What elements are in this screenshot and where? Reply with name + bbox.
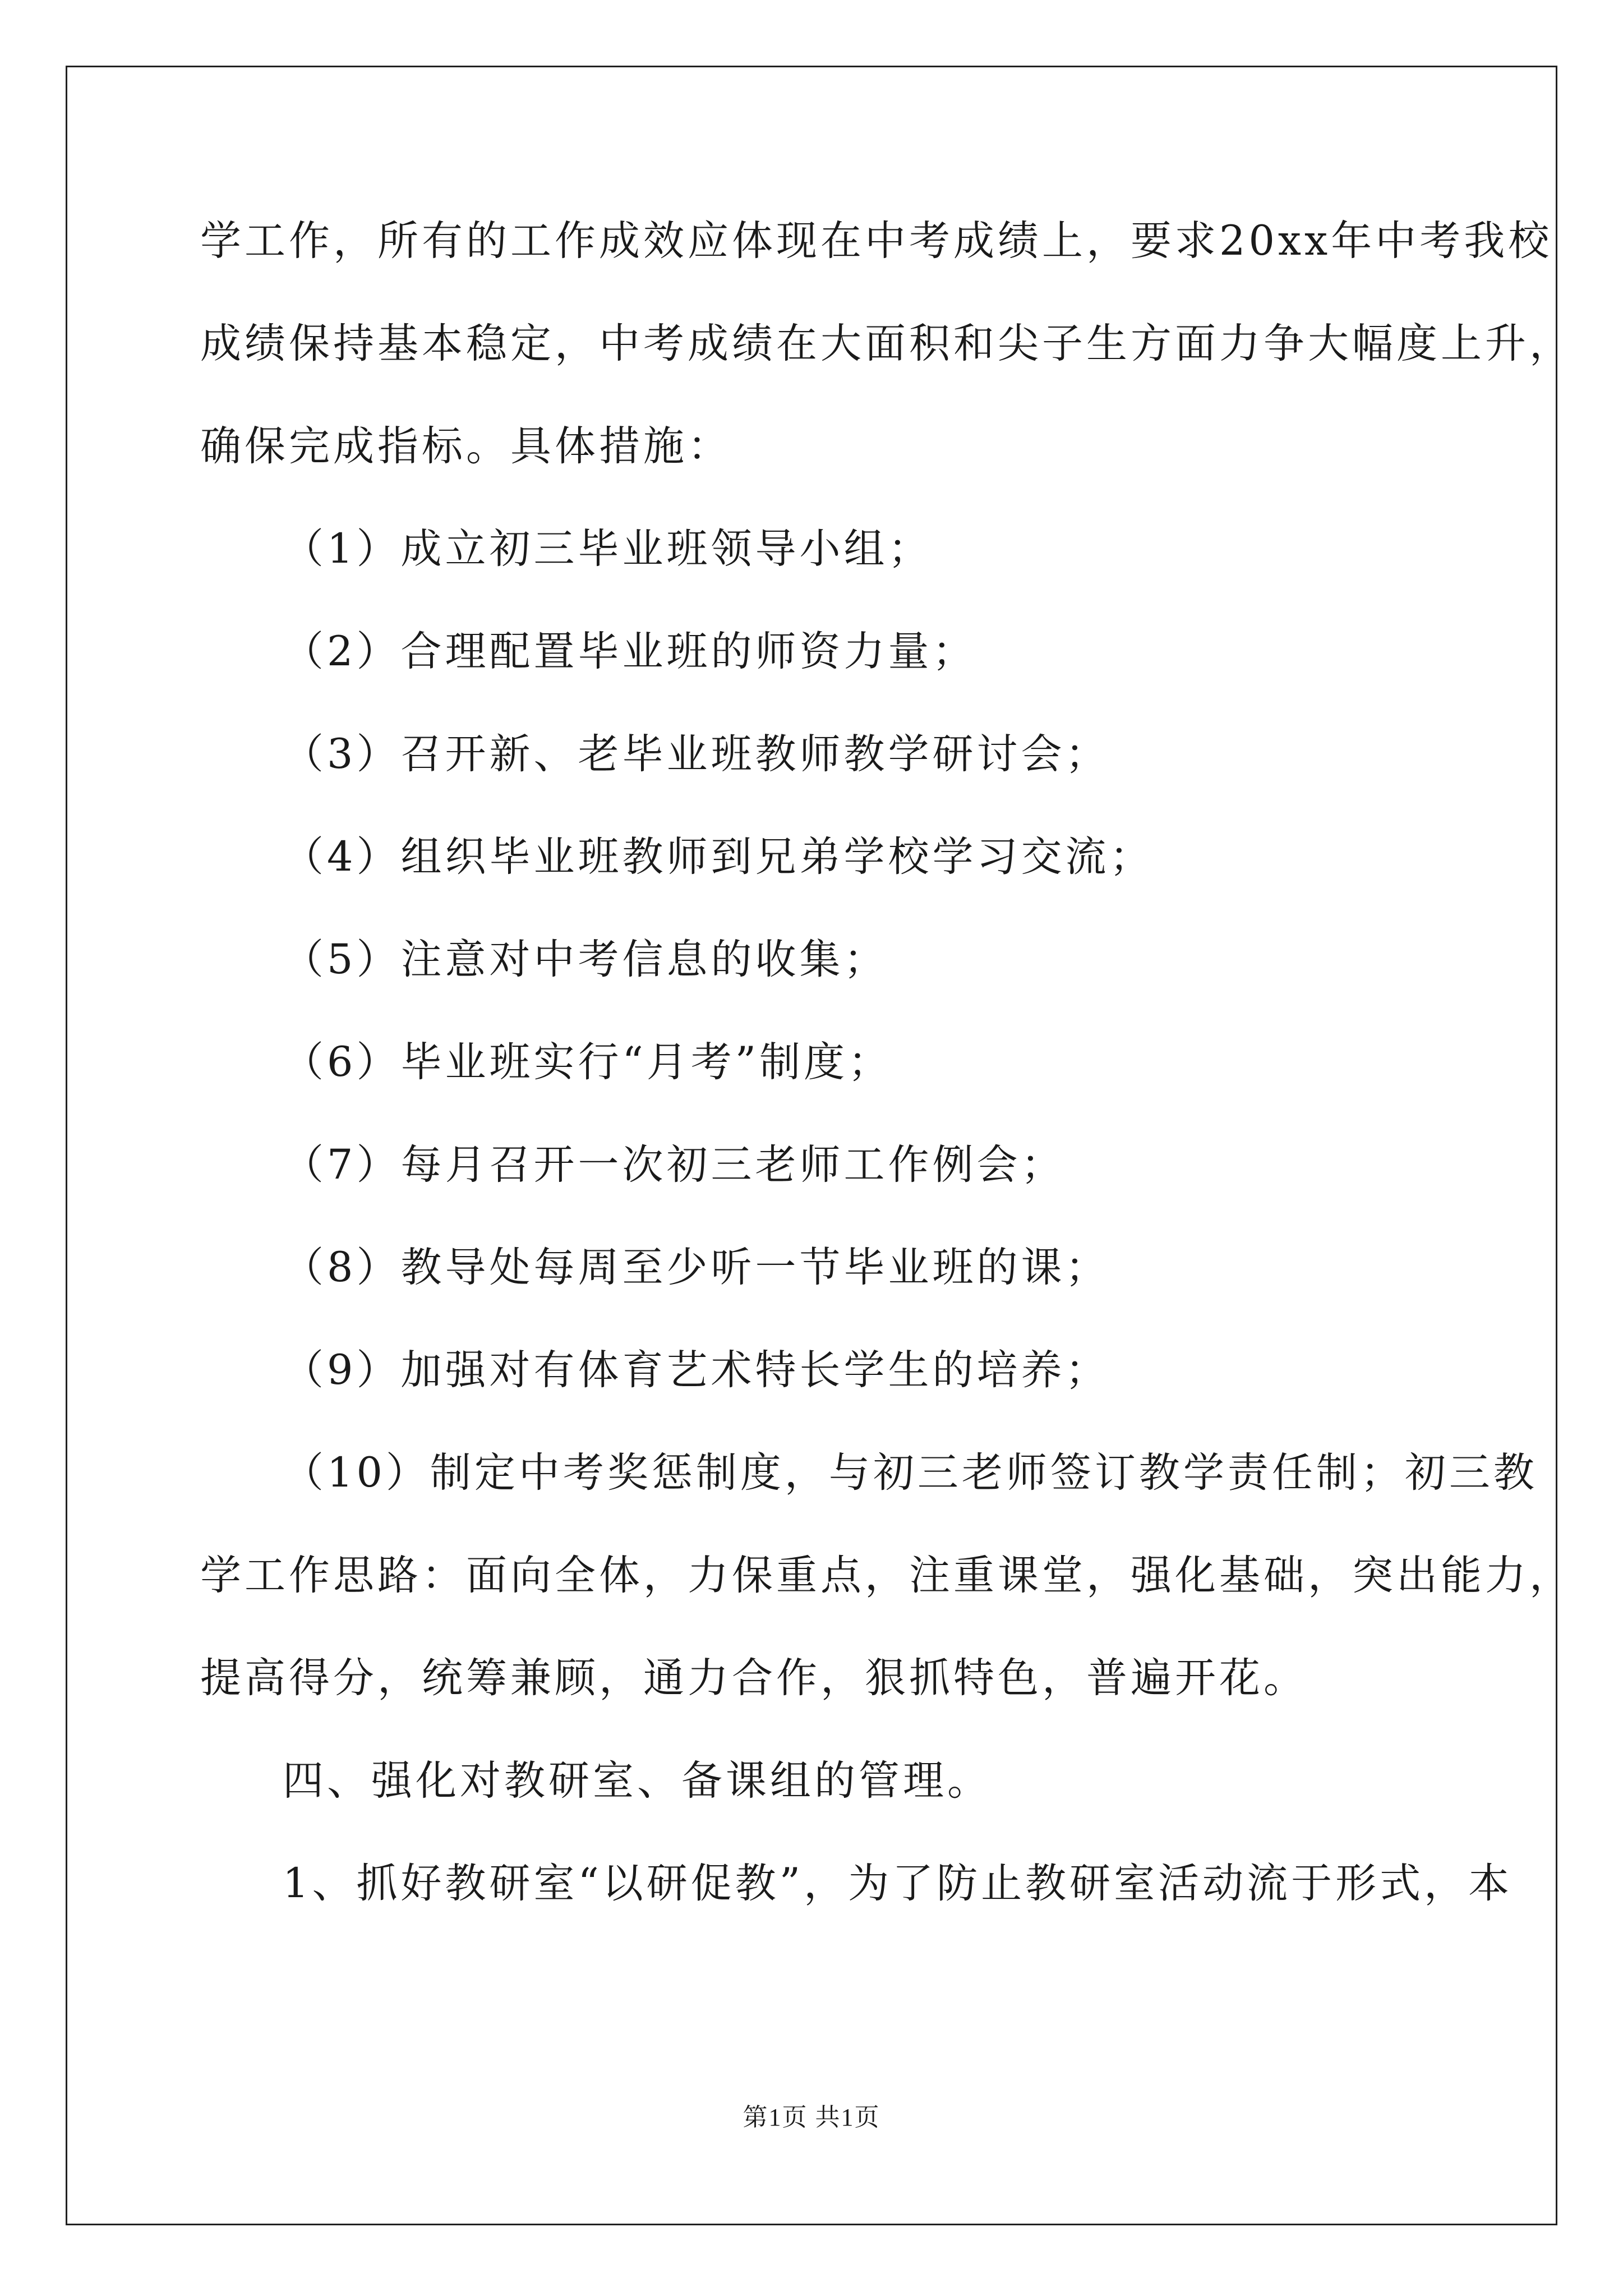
text-line: 成绩保持基本稳定，中考成绩在大面积和尖子生方面力争大幅度上升，: [200, 320, 1574, 367]
text-line: 1、抓好教研室“以研促教”，为了防止教研室活动流于形式，本: [283, 1860, 1513, 1907]
list-item: （1）成立初三毕业班领导小组；: [283, 525, 933, 573]
list-item: （3）召开新、老毕业班教师教学研讨会；: [283, 730, 1110, 778]
text-line: 学工作，所有的工作成效应体现在中考成绩上，要求20xx年中考我校: [200, 217, 1553, 265]
list-item: （5）注意对中考信息的收集；: [283, 936, 888, 983]
list-item: （7）每月召开一次初三老师工作例会；: [283, 1141, 1066, 1189]
list-item: （6）毕业班实行“月考”制度；: [283, 1038, 893, 1086]
list-item: （2）合理配置毕业班的师资力量；: [283, 628, 977, 675]
list-item: （9）加强对有体育艺术特长学生的培养；: [283, 1346, 1110, 1394]
text-line: 提高得分，统筹兼顾，通力合作，狠抓特色，普遍开花。: [200, 1654, 1308, 1702]
text-line: 学工作思路：面向全体，力保重点，注重课堂，强化基础，突出能力，: [200, 1552, 1574, 1599]
list-item: （8）教导处每周至少听一节毕业班的课；: [283, 1244, 1110, 1291]
page-footer: 第1页 共1页: [743, 2104, 880, 2131]
text-line: 确保完成指标。具体措施：: [200, 422, 732, 470]
list-item: （4）组织毕业班教师到兄弟学校学习交流；: [283, 833, 1154, 881]
list-item: （10）制定中考奖惩制度，与初三老师签订教学责任制；初三教: [283, 1449, 1538, 1497]
section-heading: 四、强化对教研室、备课组的管理。: [283, 1757, 992, 1805]
